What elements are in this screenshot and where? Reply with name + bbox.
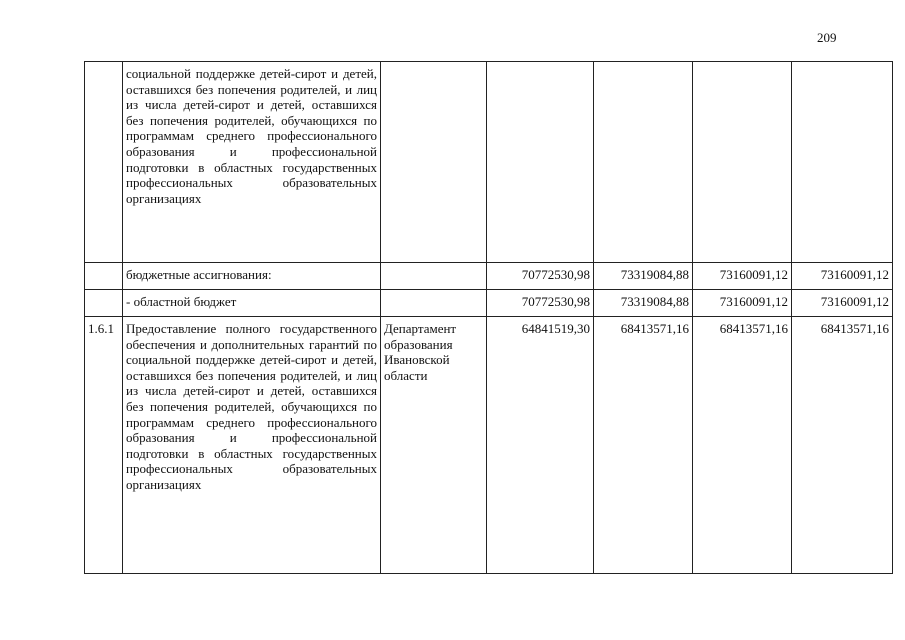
row-value-cell: 73160091,12	[792, 263, 893, 290]
row-index-cell	[85, 62, 123, 263]
row-executor-cell: Департамент образования Ивановской области	[381, 317, 487, 574]
budget-table	[84, 61, 893, 574]
row-description-cell: Предоставление полного государственного обеспечения и дополнительных гарантий по социальной поддержке детей-сирот и детей, оставшихся без попечения родителей, и лиц из числа детей-сирот и детей, оставшихся без попечения родителей, обучающихся по программам среднего профессионального образования и профессиональной подготовки в областных государственных профессиональных образовательных организациях	[123, 317, 381, 574]
row-value-cell: 73160091,12	[693, 263, 792, 290]
row-value-cell: 73160091,12	[693, 290, 792, 317]
table-row	[85, 263, 893, 290]
row-value-cell	[594, 62, 693, 263]
row-value-cell: 64841519,30	[487, 317, 594, 574]
row-value-cell	[792, 62, 893, 263]
row-value-cell: 73319084,88	[594, 263, 693, 290]
table-row	[85, 290, 893, 317]
row-value-cell	[487, 62, 594, 263]
row-description-cell: социальной поддержке детей-сирот и детей, оставшихся без попечения родителей, и лиц из числа детей-сирот и детей, оставшихся без попечения родителей, обучающихся по программам среднего профессионального образования и профессиональной подготовки в областных государственных профессиональных образовательных организациях	[123, 62, 381, 263]
row-value-cell: 73319084,88	[594, 290, 693, 317]
row-value-cell: 68413571,16	[594, 317, 693, 574]
row-value-cell: 68413571,16	[792, 317, 893, 574]
table-row	[85, 62, 893, 263]
row-executor-cell	[381, 263, 487, 290]
row-description-cell: бюджетные ассигнования:	[123, 263, 381, 290]
row-value-cell: 73160091,12	[792, 290, 893, 317]
row-index-cell	[85, 263, 123, 290]
row-executor-cell	[381, 290, 487, 317]
row-description-cell: - областной бюджет	[123, 290, 381, 317]
row-value-cell: 68413571,16	[693, 317, 792, 574]
row-value-cell: 70772530,98	[487, 263, 594, 290]
row-index-cell	[85, 290, 123, 317]
row-value-cell: 70772530,98	[487, 290, 594, 317]
row-executor-cell	[381, 62, 487, 263]
table-row	[85, 317, 893, 574]
row-index-cell: 1.6.1	[85, 317, 123, 574]
row-value-cell	[693, 62, 792, 263]
page-number: 209	[817, 30, 837, 45]
